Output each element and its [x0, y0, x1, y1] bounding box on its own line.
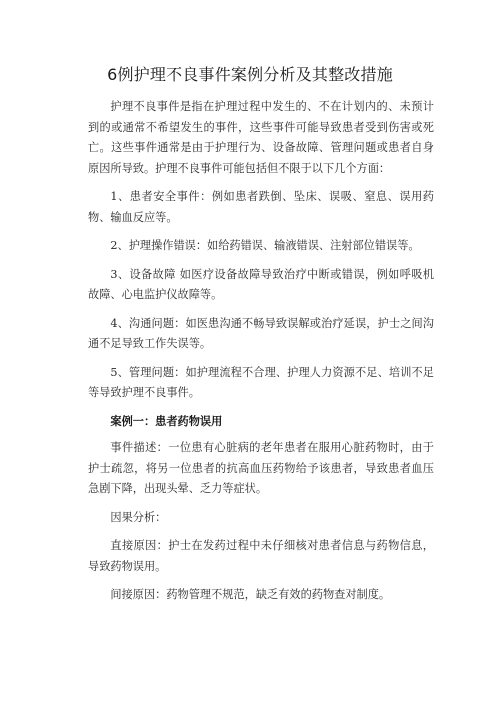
case-one-heading: 案例一：患者药物误用: [110, 414, 223, 428]
list-item-equipment-failure: 3、设备故障 如医疗设备故障导致治疗中断或错误，例如呼吸机故障、心电监护仪故障等。: [88, 267, 434, 301]
direct-cause: 直接原因：护士在发药过程中未仔细核对患者信息与药物信息，导致药物误用。: [88, 539, 434, 573]
list-item-patient-safety: 1、患者安全事件：例如患者跌倒、坠床、误吸、窒息、误用药物、输血反应等。: [88, 190, 434, 224]
cause-analysis-label: 因果分析：: [110, 510, 167, 524]
list-item-operation-error: 2、护理操作错误：如给药错误、输液错误、注射部位错误等。: [110, 239, 420, 252]
document-title: 6例护理不良事件案例分析及其整改措施: [107, 65, 393, 84]
document-body: [88, 97, 434, 614]
event-description: 事件描述：一位患有心脏病的老年患者在服用心脏药物时，由于护士疏忽，将另一位患者的抗高血压药物给予该患者，导致患者血压急剧下降，出现头晕、乏力等症状。: [88, 441, 434, 495]
indirect-cause: 间接原因：药物管理不规范，缺乏有效的药物查对制度。: [110, 588, 391, 601]
list-item-communication: 4、沟通问题：如医患沟通不畅导致误解或治疗延误，护士之间沟通不足导致工作失误等。: [88, 316, 434, 350]
list-item-management: 5、管理问题：如护理流程不合理、护理人力资源不足、培训不足等导致护理不良事件。: [88, 365, 434, 399]
intro-paragraph: 护理不良事件是指在护理过程中发生的、不在计划内的、未预计到的或通常不希望发生的事件，这些事件可能导致患者受到伤害或死亡。这些事件通常是由于护理行为、设备故障、管理问题或患者自身原因所导致。护理不良事件可能包括但不限于以下几个方面：: [88, 100, 434, 175]
